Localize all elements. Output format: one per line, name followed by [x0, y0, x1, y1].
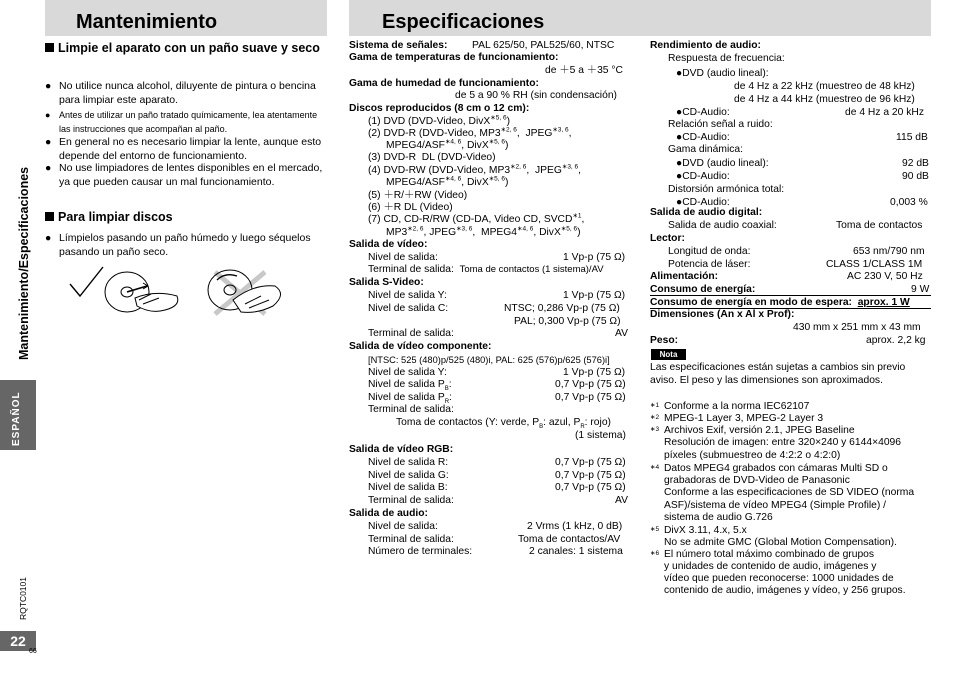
disc-radial-wipe-icon [105, 272, 178, 312]
disc-cleaning-illustration [65, 262, 295, 318]
list-item: ● En general no es necesario limpiar la lente, aunque esto depende del entorno de funcionamiento. [45, 136, 322, 162]
header-bar-right [349, 0, 931, 36]
square-bullet-icon [45, 212, 54, 221]
document-code: RQTC0101 [18, 577, 28, 620]
section-title-clean-discs: Para limpiar discos [45, 209, 330, 226]
list-item: ● No use limpiadores de lentes disponibles en el mercado, ya que pueden causar un mal funcionamiento. [45, 162, 323, 188]
note-badge: Nota [651, 349, 686, 360]
vertical-section-title: Mantenimiento/Especificaciones [17, 166, 31, 360]
note-text: Las especificaciones están sujetas a cambios sin previo aviso. El peso y las dimensiones son aproximados. [650, 362, 906, 386]
section-title-clean-unit: Limpie el aparato con un paño suave y seco [45, 40, 330, 57]
page-sub-number: 66 [29, 648, 37, 655]
list-item: ● Antes de utilizar un paño tratado químicamente, lea atentamente las instrucciones que acompañan al paño. [45, 110, 318, 134]
page-title-maintenance: Mantenimiento [76, 11, 218, 33]
header-bar-left [45, 0, 327, 36]
square-bullet-icon [45, 43, 54, 52]
list-item: ● Límpielos pasando un paño húmedo y luego séquelos pasando un paño seco. [45, 232, 311, 258]
correct-checkmark-icon [70, 267, 103, 296]
page-title-specifications: Especificaciones [382, 11, 545, 33]
page-number: 22 [0, 631, 36, 651]
language-label: ESPAÑOL [11, 391, 22, 446]
list-item: ● No utilice nunca alcohol, diluyente de pintura o bencina para limpiar este aparato. [45, 80, 316, 106]
